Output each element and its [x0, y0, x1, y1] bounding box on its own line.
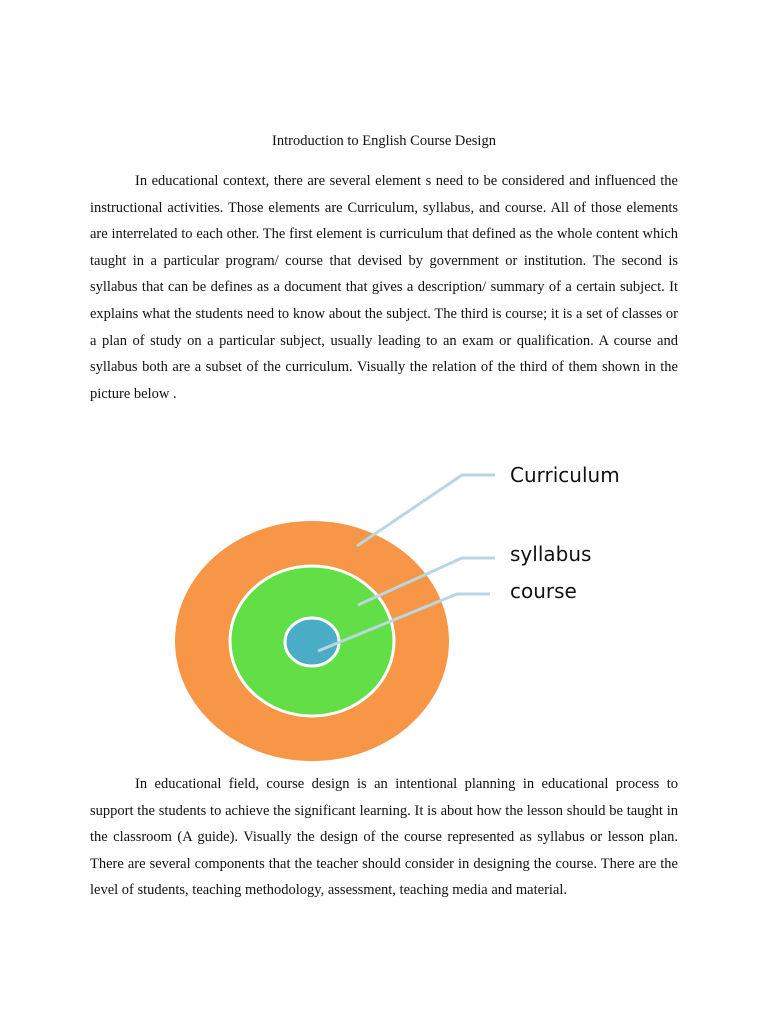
paragraph-intro: In educational context, there are several element s need to be considered and influenced the instructional activities. Those elements are Curriculum, syllabus, and course. All of those elements are interrelated to each other. The first element is curriculum that defined as the whole content which taught in a particular program/ course that devised by government or institution. The second is syllabus that can be defines as a document that gives a description/ summary of a certain subject. It explains what the students need to know about the subject. The third is course; it is a set of classes or a plan of study on a particular subject, usually leading to an exam or qualification. A course and syllabus both are a subset of the curriculum. Visually the relation of the third of them shown in the picture below . — [90, 173, 678, 402]
syllabus-leader-line — [358, 558, 495, 605]
document-title: Introduction to English Course Design — [272, 133, 496, 149]
label-course: course — [510, 579, 577, 603]
label-curriculum: Curriculum — [510, 463, 620, 487]
course-circle — [285, 618, 339, 666]
curriculum-circle — [175, 521, 449, 761]
paragraph-course-design: In educational field, course design is an intentional planning in educational process to support the students to achieve the significant learning. It is about how the lesson should be taught in the classroom (A guide). Visually the design of the course represented as syllabus or lesson plan. There are several components that the teacher should consider in designing the course. There are the level of students, teaching methodology, assessment, teaching media and material. — [90, 776, 678, 899]
label-syllabus: syllabus — [510, 542, 592, 566]
curriculum-leader-line — [357, 475, 495, 546]
course-leader-line — [318, 594, 490, 651]
syllabus-circle — [230, 566, 394, 716]
